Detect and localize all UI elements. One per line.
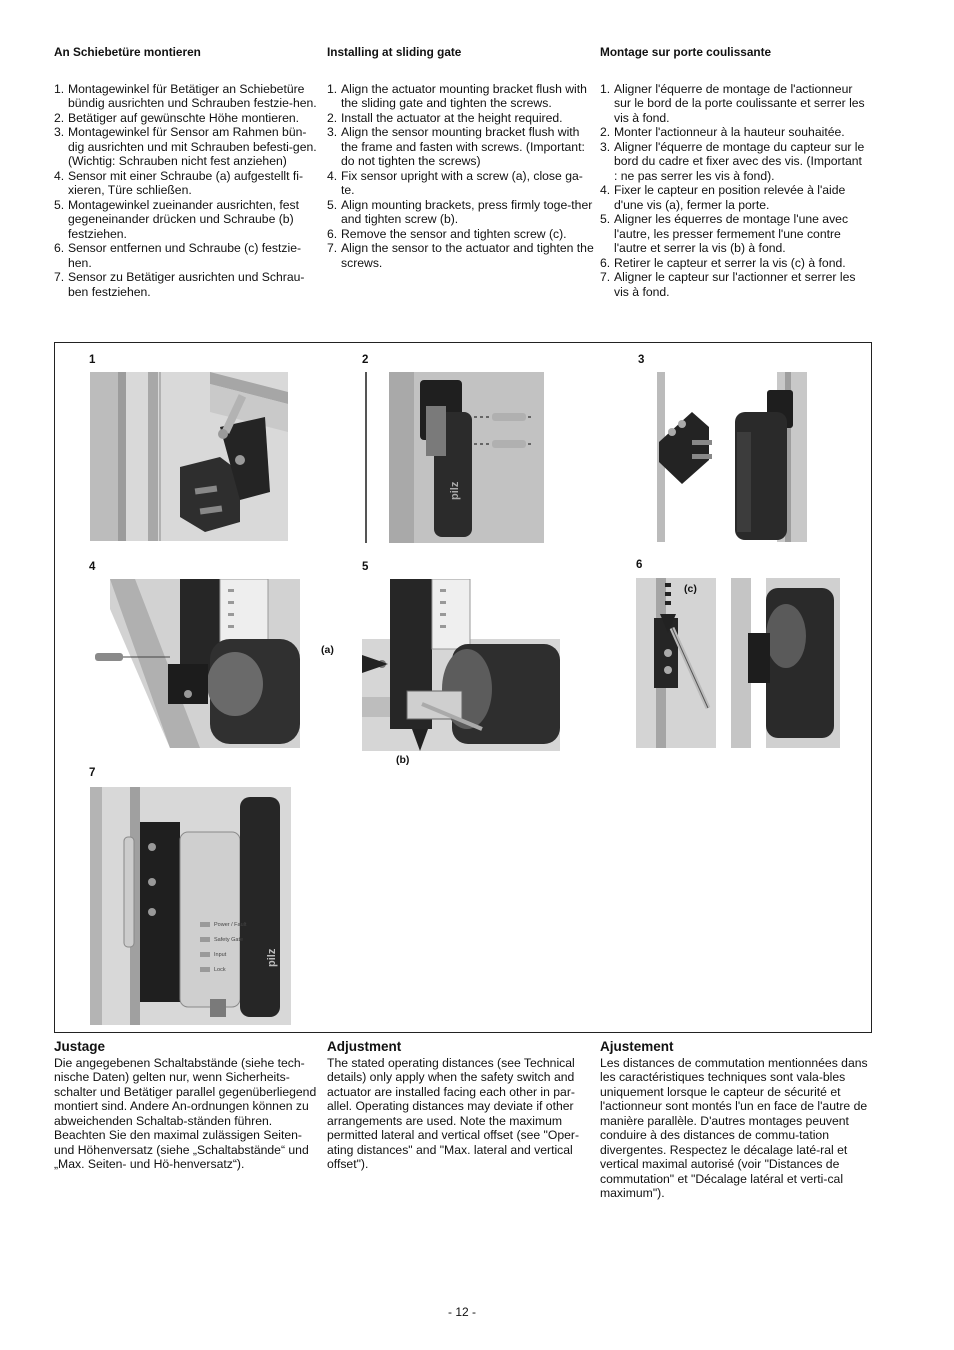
- step-text: Sensor zu Betätiger ausrichten und Schrau-ben festziehen.: [68, 270, 305, 299]
- led-label-safety-gate: Safety Gate: [214, 937, 244, 943]
- instructions-fr-heading: Montage sur porte coulissante: [600, 45, 772, 59]
- instructions-fr-steps: [600, 82, 868, 300]
- list-item: [327, 125, 595, 169]
- step-text: Montagewinkel für Betätiger an Schiebetüre bündig ausrichten und Schrauben festzie-hen.: [68, 81, 317, 110]
- list-item: [327, 227, 595, 242]
- led-label-input: Input: [214, 952, 227, 958]
- step-number: 5.: [327, 197, 338, 212]
- step-number: 3.: [327, 125, 338, 139]
- step-number: 4.: [54, 168, 65, 183]
- step-number: 6.: [600, 255, 611, 270]
- step-number: 3.: [54, 125, 65, 139]
- adjustment-de: [54, 1040, 322, 1172]
- figure-6-illustration: [636, 578, 840, 748]
- instructions-en-heading: Installing at sliding gate: [327, 45, 462, 59]
- list-item: [54, 241, 322, 270]
- figure-5-illustration: [362, 579, 560, 751]
- instructions-en: [327, 45, 595, 270]
- step-number: 6.: [327, 226, 338, 241]
- instructions-de-steps: [54, 82, 322, 300]
- figure-number-2: 2: [362, 354, 369, 366]
- instructions-fr: [600, 45, 868, 299]
- list-item: [600, 183, 868, 212]
- figure-number-6: 6: [636, 559, 643, 571]
- step-text: Monter l'actionneur à la hauteur souhaitée.: [614, 125, 845, 139]
- step-text: Betätiger auf gewünschte Höhe montieren.: [68, 110, 300, 125]
- led-label-power-fault: Power / Fault: [214, 922, 247, 928]
- figure-number-1: 1: [89, 354, 96, 366]
- step-number: 7.: [600, 270, 611, 284]
- list-item: [54, 111, 322, 126]
- list-item: [327, 198, 595, 227]
- list-item: [600, 212, 868, 256]
- list-item: [54, 270, 322, 299]
- figure-number-3: 3: [638, 354, 645, 366]
- list-item: [54, 169, 322, 198]
- list-item: [600, 270, 868, 299]
- step-text: Aligner les équerres de montage l'une avec l'autre, les presser fermement l'une contre l'autre et serrer la vis (b) à fond.: [614, 212, 849, 255]
- figure-7-illustration: [90, 787, 291, 1025]
- adjustment-de-heading: Justage: [54, 1039, 106, 1054]
- list-item: [54, 198, 322, 242]
- figure-number-5: 5: [362, 561, 369, 573]
- brand-logo-text: pilz: [266, 948, 278, 967]
- step-number: 6.: [54, 241, 65, 255]
- step-text: Install the actuator at the height required.: [341, 110, 563, 125]
- list-item: [600, 256, 868, 271]
- figure-3-illustration: [637, 372, 807, 542]
- instructions-de-heading: An Schiebetüre montieren: [54, 45, 201, 59]
- adjustment-en-text: The stated operating distances (see Technical details) only apply when the safety switch and actuator are installed facing each other in par-allel. Operating distances may deviate if other arrangements are used. Note the maximum permitted lateral and vertical offset (see "Oper-ating distances" and "Max. lateral and vertical offset").: [327, 1055, 580, 1171]
- step-number: 2.: [54, 110, 65, 125]
- label-a: (a): [321, 644, 334, 656]
- adjustment-fr-heading: Ajustement: [600, 1039, 674, 1054]
- label-c: (c): [684, 583, 697, 595]
- list-item: [327, 241, 595, 270]
- step-number: 1.: [327, 81, 338, 96]
- step-number: 5.: [54, 197, 65, 212]
- instructions-de: [54, 45, 322, 299]
- list-item: [327, 82, 595, 111]
- instructions-en-steps: [327, 82, 595, 271]
- step-number: 5.: [600, 212, 611, 226]
- adjustment-de-text: Die angegebenen Schaltabstände (siehe tech-nische Daten) gelten nur, wenn Sicherheits-schalter und Betätiger parallel gegenüberliegend montiert sind. Andere An-ordnungen können zu abweichenden Schaltab-ständen führen. Beachten Sie den maximal zulässigen Seiten- und Höhenversatz (siehe „Schaltabstände“ und „Max. Seiten- und Hö-henversatz“).: [54, 1055, 317, 1171]
- step-text: Align the sensor to the actuator and tighten the screws.: [341, 241, 594, 270]
- step-text: Retirer le capteur et serrer la vis (c) à fond.: [614, 255, 846, 270]
- adjustment-fr: [600, 1040, 868, 1201]
- figure-number-7: 7: [89, 767, 96, 779]
- brand-logo-text: pilz: [449, 481, 461, 500]
- step-text: Aligner l'équerre de montage de l'actionneur sur le bord de la porte coulissante et serrer les vis à fond.: [614, 81, 865, 125]
- step-number: 3.: [600, 139, 611, 154]
- step-number: 4.: [600, 183, 611, 197]
- step-text: Montagewinkel für Sensor am Rahmen bün-dig ausrichten und mit Schrauben befesti-gen. (Wichtig: Schrauben nicht fest anziehen): [68, 125, 317, 168]
- list-item: [600, 82, 868, 126]
- list-item: [327, 111, 595, 126]
- step-text: Remove the sensor and tighten screw (c).: [341, 226, 567, 241]
- step-number: 1.: [600, 81, 611, 96]
- step-number: 7.: [54, 270, 65, 284]
- step-text: Montagewinkel zueinander ausrichten, fest gegeneinander drücken und Schraube (b) festziehen.: [68, 197, 300, 241]
- step-text: Aligner l'équerre de montage du capteur sur le bord du cadre et fixer avec des vis. (Important : ne pas serrer les vis à fond).: [614, 139, 865, 183]
- list-item: [600, 125, 868, 140]
- led-label-lock: Lock: [214, 967, 226, 973]
- list-item: [327, 169, 595, 198]
- adjustment-fr-text: Les distances de commutation mentionnées dans les caractéristiques techniques sont vala-bles uniquement lorsque le capteur de sécurité et l'actionneur sont montés l'un en face de l'autre de manière parallèle. D'autres montages peuvent conduire à des distances de commu-tation divergentes. Respectez le décalage laté-ral et vertical maximal autorisé (voir "Distances de commutation" et "Décalage latéral et verti-cal maximum").: [600, 1055, 868, 1200]
- list-item: [600, 140, 868, 184]
- step-text: Fixer le capteur en position relevée à l'aide d'une vis (a), fermer la porte.: [614, 183, 846, 212]
- step-number: 4.: [327, 168, 338, 183]
- step-number: 7.: [327, 241, 338, 255]
- page-number: - 12 -: [447, 1305, 476, 1319]
- step-text: Aligner le capteur sur l'actionner et serrer les vis à fond.: [614, 270, 856, 299]
- step-text: Align the sensor mounting bracket flush with the frame and fasten with screws. (Important: do not tighten the screws): [341, 125, 585, 168]
- figure-panel: [54, 342, 872, 1033]
- step-number: 1.: [54, 81, 65, 96]
- adjustment-en-heading: Adjustment: [327, 1039, 402, 1054]
- adjustment-en: [327, 1040, 595, 1172]
- label-b: (b): [396, 754, 410, 766]
- step-text: Sensor mit einer Schraube (a) aufgestellt fi-xieren, Türe schließen.: [68, 168, 304, 197]
- step-text: Align the actuator mounting bracket flush with the sliding gate and tighten the screws.: [341, 81, 587, 110]
- figure-1-illustration: [90, 372, 288, 541]
- list-item: [54, 82, 322, 111]
- figure-4-illustration: [90, 579, 300, 748]
- figure-2-illustration: [362, 372, 544, 543]
- list-item: [54, 125, 322, 169]
- step-number: 2.: [327, 110, 338, 125]
- step-number: 2.: [600, 125, 611, 139]
- step-text: Fix sensor upright with a screw (a), close ga-te.: [341, 168, 583, 197]
- step-text: Align mounting brackets, press firmly toge-ther and tighten screw (b).: [341, 197, 593, 226]
- figure-number-4: 4: [89, 561, 96, 573]
- step-text: Sensor entfernen und Schraube (c) festzie-hen.: [68, 241, 302, 270]
